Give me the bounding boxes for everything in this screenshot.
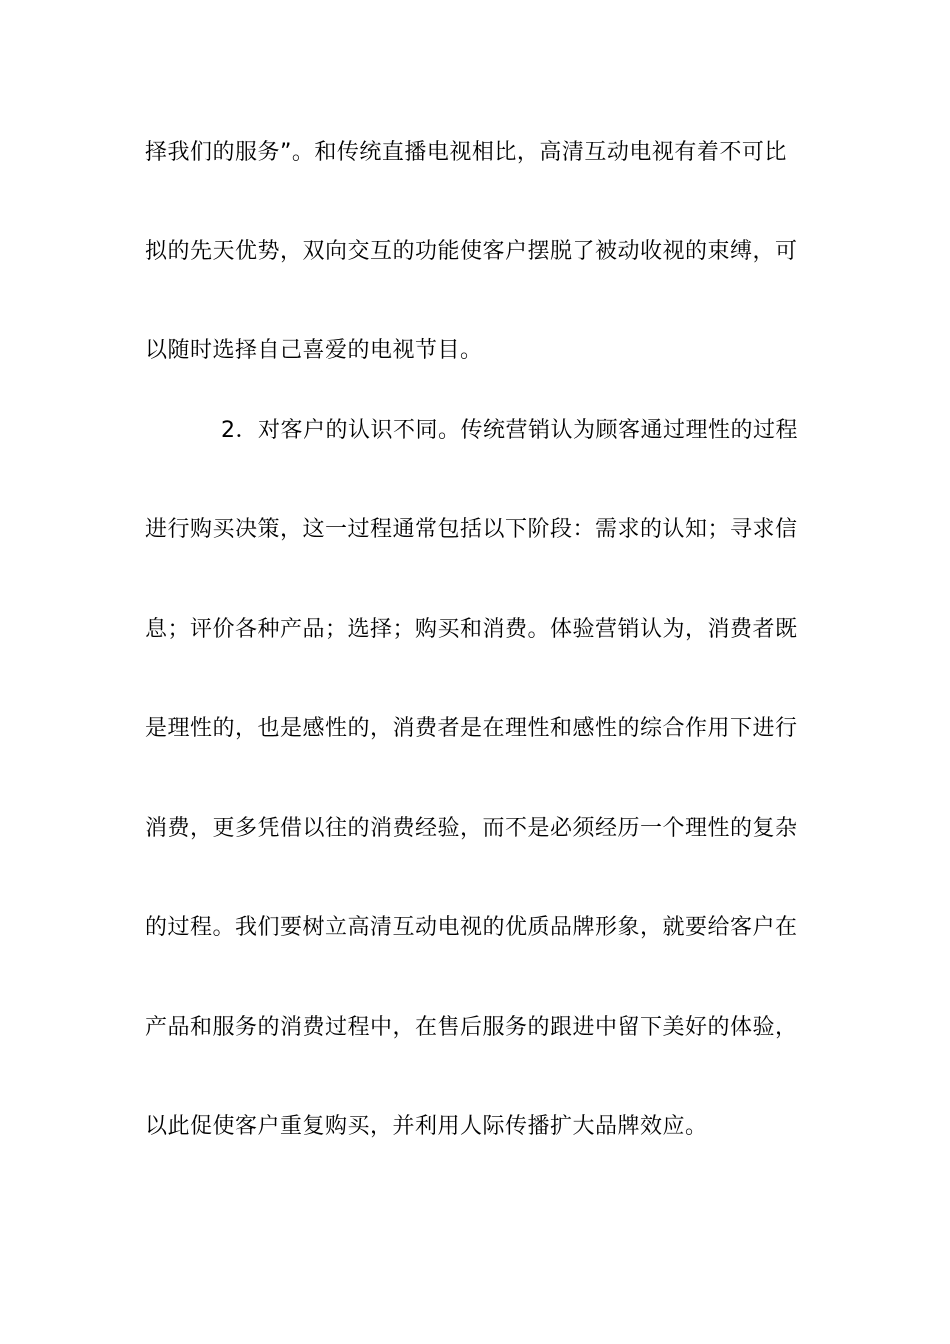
paragraph-line: 产品和服务的消费过程中，在售后服务的跟进中留下美好的体验，	[145, 1015, 798, 1040]
paragraph-line: 消费，更多凭借以往的消费经验，而不是必须经历一个理性的复杂	[145, 816, 798, 841]
paragraph-line: 择我们的服务”。和传统直播电视相比，高清互动电视有着不可比	[145, 140, 787, 165]
paragraph-line: 进行购买决策，这一过程通常包括以下阶段：需求的认知；寻求信	[145, 517, 798, 542]
paragraph-line: 息；评价各种产品；选择；购买和消费。体验营销认为，消费者既	[145, 617, 798, 642]
paragraph-line: 以此促使客户重复购买，并利用人际传播扩大品牌效应。	[145, 1114, 708, 1139]
paragraph-line-indented: 2．对客户的认识不同。传统营销认为顾客通过理性的过程	[221, 418, 798, 443]
paragraph-line: 的过程。我们要树立高清互动电视的优质品牌形象，就要给客户在	[145, 915, 798, 940]
paragraph-line: 拟的先天优势，双向交互的功能使客户摆脱了被动收视的束缚，可	[145, 239, 798, 264]
paragraph-line: 以随时选择自己喜爱的电视节目。	[145, 338, 483, 363]
paragraph-line: 是理性的，也是感性的，消费者是在理性和感性的综合作用下进行	[145, 716, 798, 741]
